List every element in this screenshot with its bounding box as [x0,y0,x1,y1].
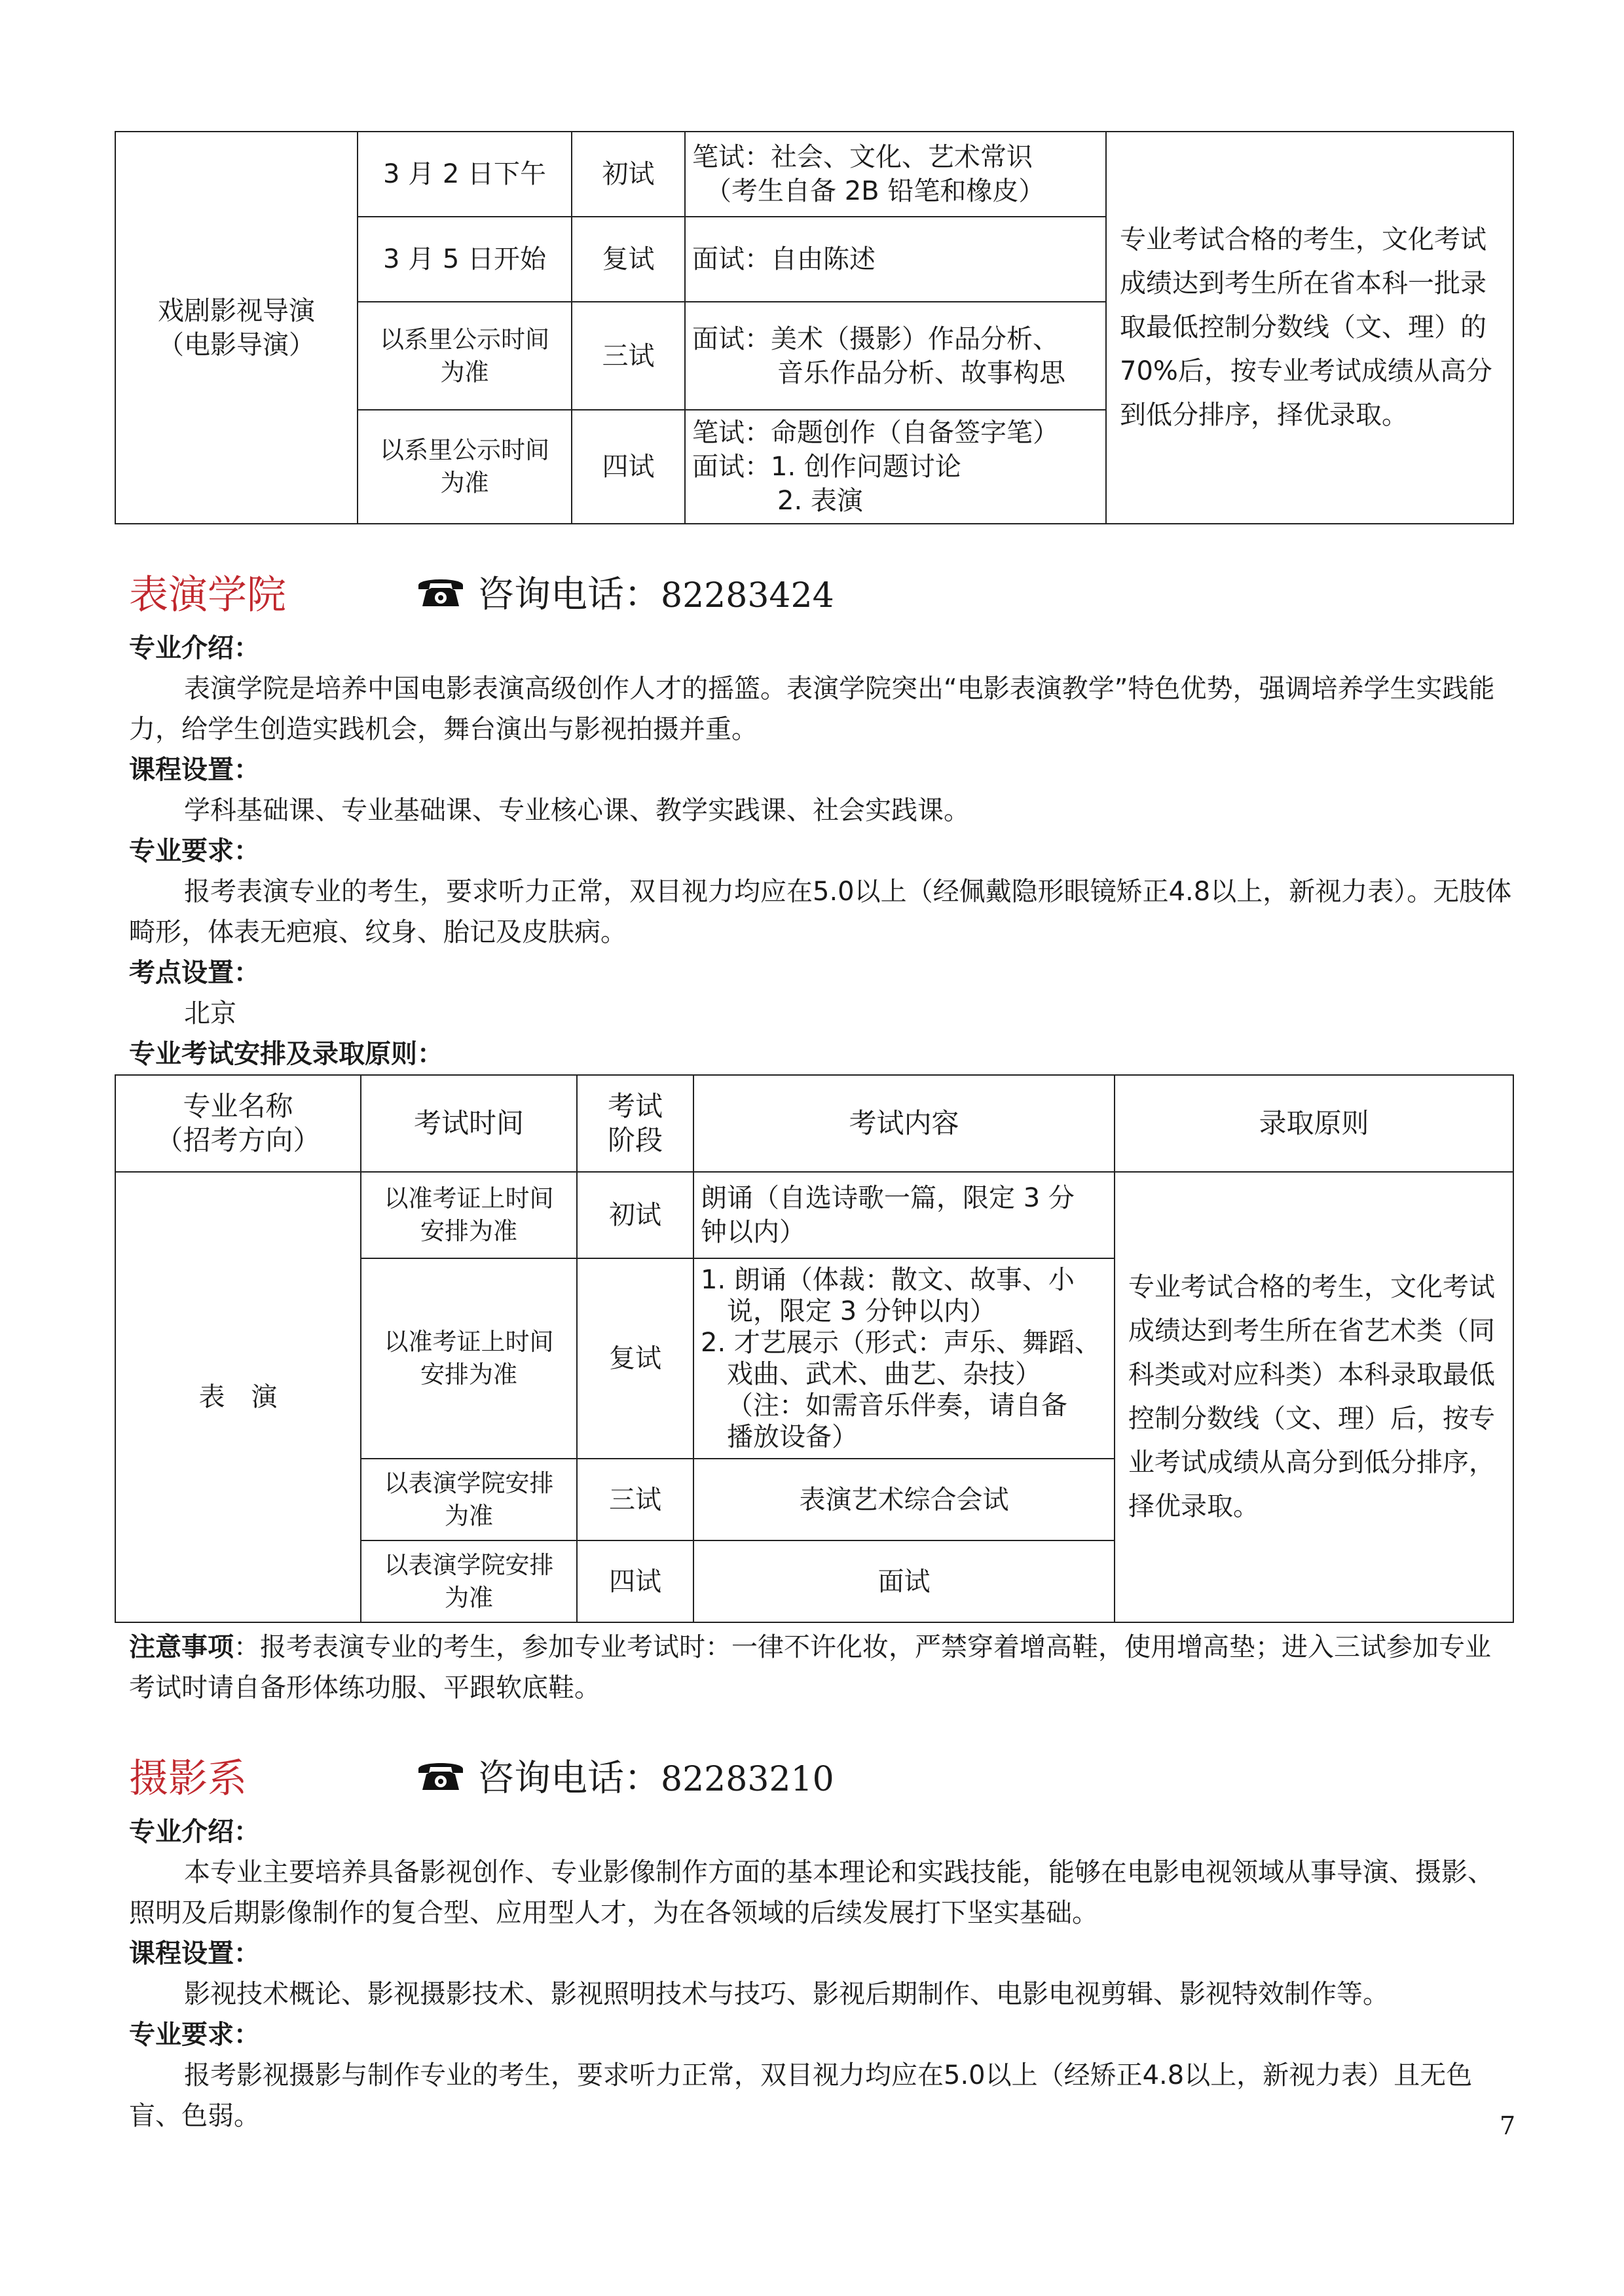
course-text: 影视技术概论、影视摄影技术、影视照明技术与技巧、影视后期制作、电影电视剪辑、影视特效制作等。 [184,1979,1389,2009]
exam-time-cell: 3 月 5 日开始 [358,217,572,302]
exam-content-cell: 面试：美术（摄影）作品分析、 音乐作品分析、故事构思 [685,302,1106,410]
exam-content-cell: 面试：自由陈述 [685,217,1106,302]
course-label: 课程设置： [129,755,260,785]
exam-content-cell: 1. 朗诵（体裁：散文、故事、小 说，限定 3 分钟以内） 2. 才艺展示（形式：声乐、舞蹈、 戏曲、武术、曲艺、杂技） （注：如需音乐伴奏，请自备 播放设备） [693,1258,1115,1459]
exam-stage-cell: 初试 [572,132,685,217]
intro-label: 专业介绍： [129,633,260,663]
major-name-cell: 表 演 [115,1172,361,1622]
exam-time-cell: 3 月 2 日下午 [358,132,572,217]
arrangement-label: 专业考试安排及录取原则： [129,1039,443,1069]
exam-content-cell: 面试 [693,1540,1115,1622]
telephone-icon [416,564,466,630]
exam-time-cell: 以表演学院安排 为准 [361,1540,577,1622]
admission-principle-cell: 专业考试合格的考生，文化考试成绩达到考生所在省艺术类（同科类或对应科类）本科录取最低控制分数线（文、理）后，按专业考试成绩从高分到低分排序，择优录取。 [1115,1172,1513,1622]
exam-stage-cell: 四试 [577,1540,693,1622]
telephone-icon [416,1748,466,1813]
exam-time-cell: 以准考证上时间 安排为准 [361,1258,577,1459]
department-title: 表演学院 [129,572,286,618]
header-content: 考试内容 [693,1075,1115,1172]
acting-exam-table [115,1074,1514,1623]
exam-content-cell: 笔试：命题创作（自备签字笔） 面试：1. 创作问题讨论 2. 表演 [685,410,1106,524]
exam-stage-cell: 四试 [572,410,685,524]
intro-text: 表演学院是培养中国电影表演高级创作人才的摇篮。表演学院突出“电影表演教学”特色优势，强调培养学生实践能力，给学生创造实践机会，舞台演出与影视拍摄并重。 [129,674,1495,744]
site-label: 考点设置： [129,958,260,988]
exam-time-cell: 以准考证上时间 安排为准 [361,1172,577,1258]
exam-stage-cell: 三试 [572,302,685,410]
biaoyan-header [115,562,1513,628]
notice-text: 注意事项：报考表演专业的考生，参加专业考试时：一律不许化妆，严禁穿着增高鞋，使用增高垫；进入三试参加专业考试时请自备形体练功服、平跟软底鞋。 [129,1632,1491,1703]
phone-line: 咨询电话：82283210 [416,1746,834,1813]
header-principle: 录取原则 [1115,1075,1513,1172]
sheying-header [115,1746,1513,1812]
exam-stage-cell: 复试 [572,217,685,302]
header-major: 专业名称 （招考方向） [115,1075,361,1172]
exam-time-cell: 以系里公示时间 为准 [358,410,572,524]
phone-line: 咨询电话：82283424 [416,562,834,630]
exam-time-cell: 以表演学院安排 为准 [361,1459,577,1540]
header-stage: 考试 阶段 [577,1075,693,1172]
exam-stage-cell: 复试 [577,1258,693,1459]
admission-principle-cell: 专业考试合格的考生，文化考试成绩达到考生所在省本科一批录取最低控制分数线（文、理）的 70%后，按专业考试成绩从高分到低分排序，择优录取。 [1106,132,1513,524]
header-time: 考试时间 [361,1075,577,1172]
department-title: 摄影系 [129,1756,247,1802]
intro-text: 本专业主要培养具备影视创作、专业影像制作方面的基本理论和实践技能，能够在电影电视领域从事导演、摄影、照明及后期影像制作的复合型、应用型人才，为在各领域的后续发展打下坚实基础。 [129,1857,1494,1928]
directing-exam-table [115,131,1514,524]
exam-content-cell: 笔试：社会、文化、艺术常识 （考生自备 2B 铅笔和橡皮） [685,132,1106,217]
page-content [115,131,1513,2136]
intro-label: 专业介绍： [129,1817,260,1847]
requirement-label: 专业要求： [129,836,260,866]
exam-stage-cell: 三试 [577,1459,693,1540]
requirement-text: 报考表演专业的考生，要求听力正常，双目视力均应在5.0以上（经佩戴隐形眼镜矫正4.8以上，新视力表）。无肢体畸形，体表无疤痕、纹身、胎记及皮肤病。 [129,877,1512,947]
site-text: 北京 [184,998,236,1029]
course-text: 学科基础课、专业基础课、专业核心课、教学实践课、社会实践课。 [184,795,970,826]
exam-time-cell: 以系里公示时间 为准 [358,302,572,410]
major-name-cell: 戏剧影视导演 （电影导演） [115,132,358,524]
requirement-text: 报考影视摄影与制作专业的考生，要求听力正常，双目视力均应在5.0以上（经矫正4.8以上，新视力表）且无色盲、色弱。 [129,2060,1473,2131]
exam-stage-cell: 初试 [577,1172,693,1258]
course-label: 课程设置： [129,1939,260,1969]
requirement-label: 专业要求： [129,2020,260,2050]
page-number: 7 [1500,2111,1516,2140]
exam-content-cell: 表演艺术综合会试 [693,1459,1115,1540]
notice-label: 注意事项 [129,1632,234,1662]
exam-content-cell: 朗诵（自选诗歌一篇，限定 3 分 钟以内） [693,1172,1115,1258]
